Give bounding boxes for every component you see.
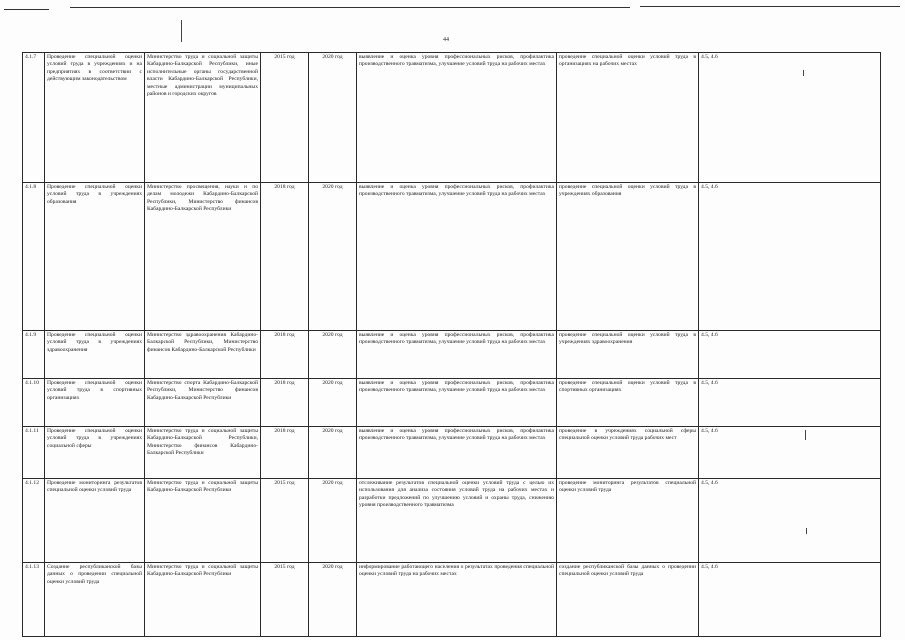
row-effect: создание республиканской базы данных о проведении специальной оценки условий труда bbox=[557, 563, 699, 637]
row-end-year: 2020 год bbox=[309, 331, 357, 379]
row-effect: проведение в учреждениях социальной сферы специальной оценки условий труда рабочих мест bbox=[557, 427, 699, 479]
row-result: отслеживание результатов специальной оценки условий труда с целью их использования для анализа состояния условий труда на рабочих местах и разработки предложений по улучшению условий и охраны труда, снижению уровня производственного травматизма bbox=[357, 479, 557, 563]
row-end-year: 2020 год bbox=[309, 479, 357, 563]
row-start-year: 2018 год bbox=[261, 427, 309, 479]
row-event: Проведение специальной оценки условий труда в учреждениях социальной сферы bbox=[45, 427, 145, 479]
row-number: 4.1.7 bbox=[23, 53, 45, 183]
row-effect: проведение специальной оценки условий труда в организациях на рабочих местах bbox=[557, 53, 699, 183]
row-result: выявление и оценка уровня профессиональных рисков, профилактика производственного травматизма, улучшение условий труда на рабочих местах bbox=[357, 331, 557, 379]
row-link: 4.5, 4.6 bbox=[699, 53, 881, 183]
row-effect: проведение специальной оценки условий труда в спортивных организациях bbox=[557, 379, 699, 427]
row-number: 4.1.11 bbox=[23, 427, 45, 479]
row-start-year: 2015 год bbox=[261, 563, 309, 637]
row-event: Создание республиканской базы данных о проведении специальной оценки условий труда bbox=[45, 563, 145, 637]
row-start-year: 2018 год bbox=[261, 183, 309, 331]
row-link: 4.5, 4.6 bbox=[699, 379, 881, 427]
row-executor: Министерство труда и социальной защиты Кабардино-Балкарской Республики bbox=[145, 479, 261, 563]
row-effect: проведение мониторинга результатов специальной оценки условий труда bbox=[557, 479, 699, 563]
row-executor: Министерство спорта Кабардино-Балкарской Республики, Министерство финансов Кабардино-Балкарской Республики bbox=[145, 379, 261, 427]
row-effect: проведение специальной оценки условий труда в учреждениях здравоохранения bbox=[557, 331, 699, 379]
row-result: выявление и оценка уровня профессиональных рисков, профилактика производственного травматизма, улучшение условий труда на рабочих местах bbox=[357, 379, 557, 427]
table-row bbox=[23, 479, 881, 563]
row-start-year: 2018 год bbox=[261, 379, 309, 427]
row-link: 4.5, 4.6 bbox=[699, 427, 881, 479]
row-number: 4.1.12 bbox=[23, 479, 45, 563]
scan-speck bbox=[805, 430, 806, 440]
row-start-year: 2015 год bbox=[261, 53, 309, 183]
scan-line-top-right bbox=[640, 6, 900, 7]
table-row bbox=[23, 427, 881, 479]
row-executor: Министерство труда и социальной защиты Кабардино-Балкарской Республики, иные исполнительные органы государственной власти Кабардино-Балкарской Республики, местные администрации муниципальных районов и городских округов bbox=[145, 53, 261, 183]
row-end-year: 2020 год bbox=[309, 183, 357, 331]
row-end-year: 2020 год bbox=[309, 563, 357, 637]
row-effect: проведение специальной оценки условий труда в учреждениях образования bbox=[557, 183, 699, 331]
row-event: Проведение мониторинга результатов специальной оценки условий труда bbox=[45, 479, 145, 563]
row-event: Проведение специальной оценки условий труда в учреждениях и на предприятиях в соответствии с действующим законодательством bbox=[45, 53, 145, 183]
row-result: выявление и оценка уровня профессиональных рисков, профилактика производственного травматизма, улучшение условий труда на рабочих местах bbox=[357, 53, 557, 183]
table-row bbox=[23, 183, 881, 331]
row-result: информирование работающего населения о результатах проведения специальной оценки условий труда на рабочих местах bbox=[357, 563, 557, 637]
row-number: 4.1.13 bbox=[23, 563, 45, 637]
row-event: Проведение специальной оценки условий труда в учреждениях образования bbox=[45, 183, 145, 331]
table-row bbox=[23, 379, 881, 427]
row-link: 4.5, 4.6 bbox=[699, 183, 881, 331]
row-start-year: 2018 год bbox=[261, 331, 309, 379]
row-number: 4.1.8 bbox=[23, 183, 45, 331]
table-row bbox=[23, 563, 881, 637]
row-number: 4.1.10 bbox=[23, 379, 45, 427]
row-link: 4.5, 4.6 bbox=[699, 479, 881, 563]
row-number: 4.1.9 bbox=[23, 331, 45, 379]
row-executor: Министерство труда и социальной защиты Кабардино-Балкарской Республики, Министерство финансов Кабардино-Балкарской Республики bbox=[145, 427, 261, 479]
table-row bbox=[23, 53, 881, 183]
row-executor: Министерство здравоохранения Кабардино-Балкарской Республики, Министерство финансов Кабардино-Балкарской Республики bbox=[145, 331, 261, 379]
row-event: Проведение специальной оценки условий труда в учреждениях здравоохранения bbox=[45, 331, 145, 379]
scan-speck bbox=[803, 70, 804, 76]
scan-speck bbox=[806, 528, 807, 534]
row-result: выявление и оценка уровня профессиональных рисков, профилактика производственного травматизма, улучшение условий труда на рабочих местах bbox=[357, 183, 557, 331]
row-link: 4.5, 4.6 bbox=[699, 331, 881, 379]
row-end-year: 2020 год bbox=[309, 53, 357, 183]
scan-line-top-center bbox=[70, 7, 630, 8]
row-event: Проведение специальной оценки условий труда в спортивных организациях bbox=[45, 379, 145, 427]
row-link: 4.5, 4.6 bbox=[699, 563, 881, 637]
row-start-year: 2015 год bbox=[261, 479, 309, 563]
row-end-year: 2020 год bbox=[309, 427, 357, 479]
row-result: выявление и оценка уровня профессиональных рисков, профилактика производственного травматизма, улучшение условий труда на рабочих местах bbox=[357, 427, 557, 479]
scan-mark-vertical bbox=[181, 20, 182, 42]
row-executor: Министерство труда и социальной защиты Кабардино-Балкарской Республики bbox=[145, 563, 261, 637]
row-end-year: 2020 год bbox=[309, 379, 357, 427]
scan-line-top-left bbox=[4, 9, 49, 10]
table-row bbox=[23, 331, 881, 379]
measures-table bbox=[22, 52, 881, 637]
page-number: 44 bbox=[443, 37, 449, 43]
row-executor: Министерство просвещения, науки и по делам молодежи Кабардино-Балкарской Республики, Министерство финансов Кабардино-Балкарской Республики bbox=[145, 183, 261, 331]
